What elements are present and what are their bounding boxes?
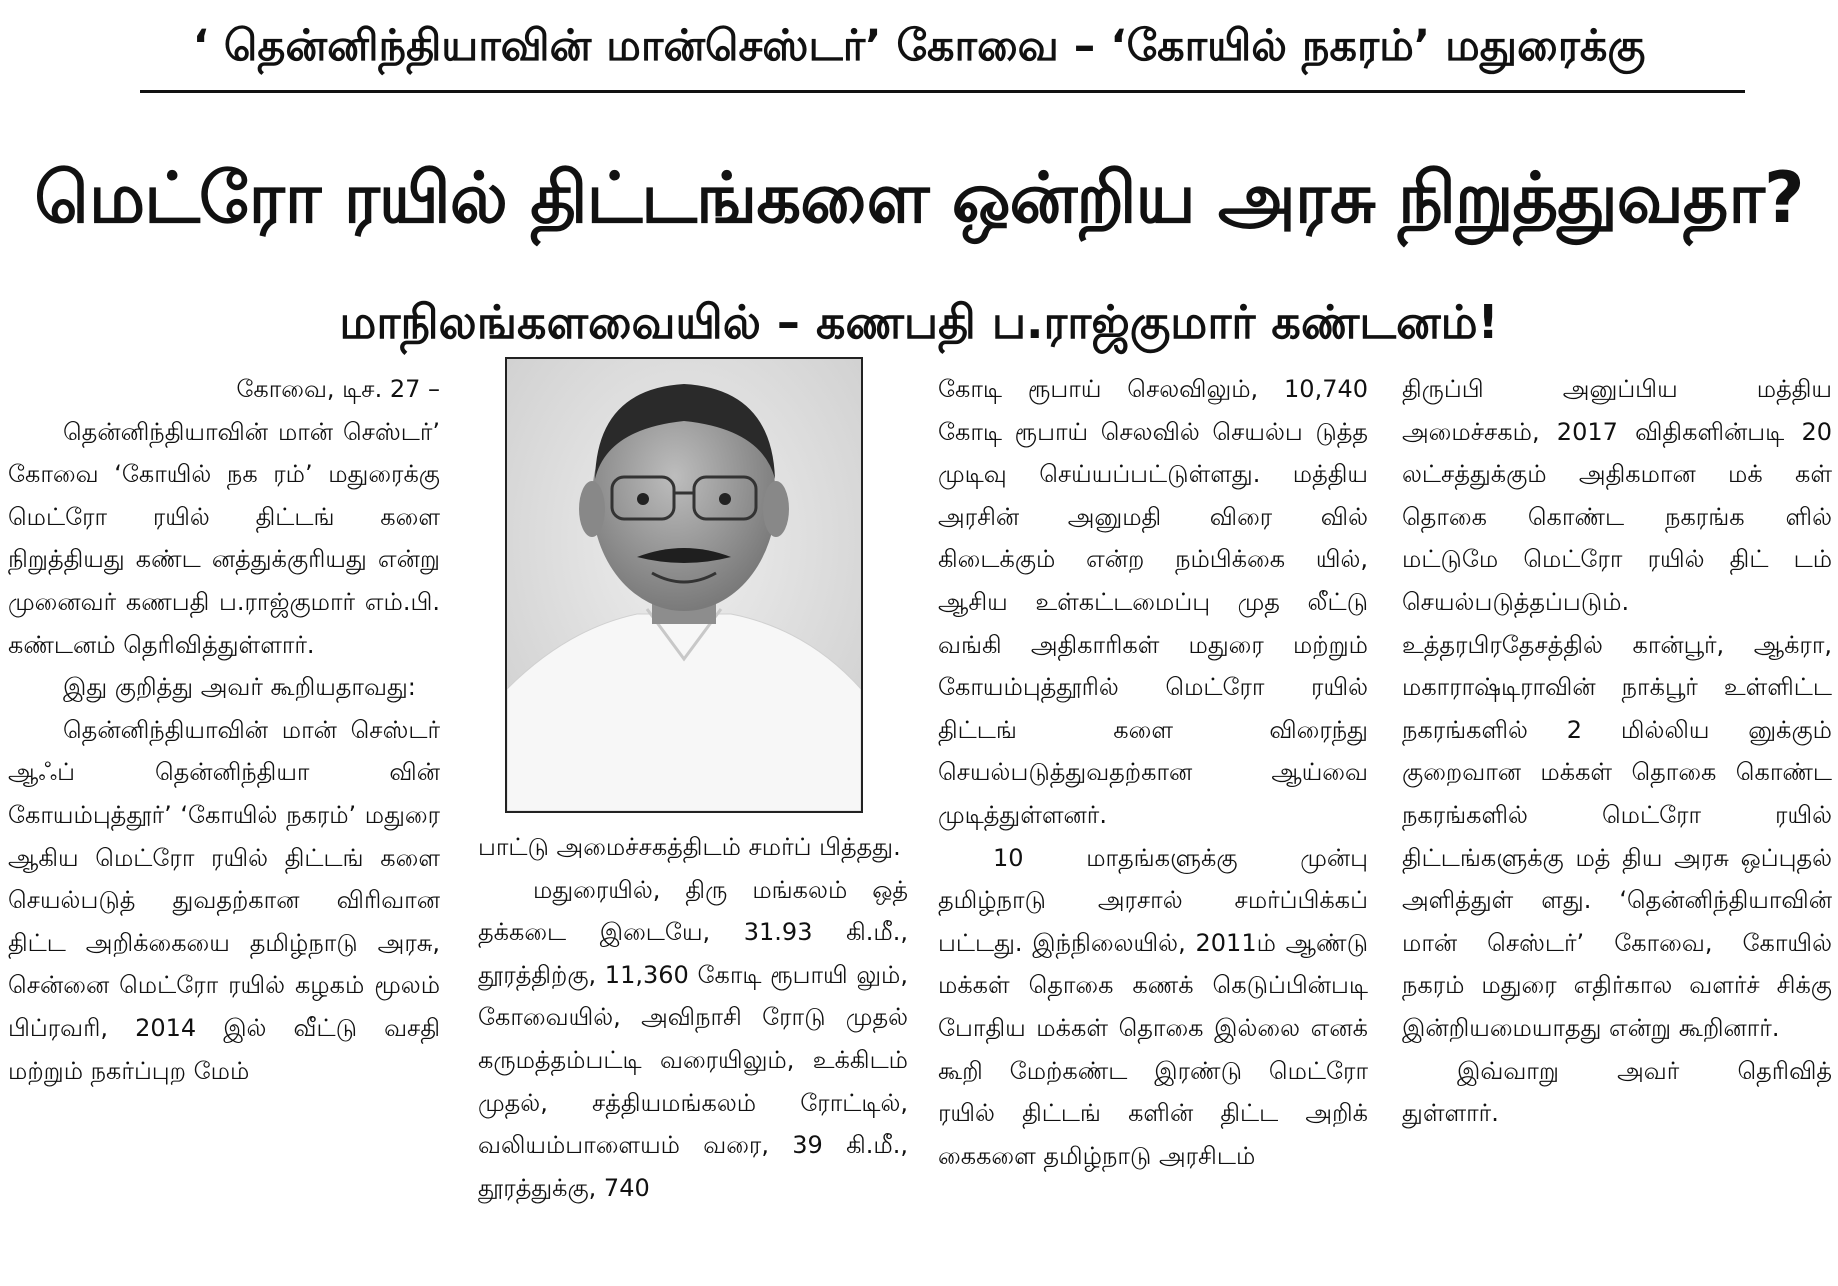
paragraph: பாட்டு அமைச்சகத்திடம் சமர்ப் பித்தது. [478, 833, 901, 861]
paragraph: இவ்வாறு அவர் தெரிவித் துள்ளார். [1402, 1056, 1832, 1128]
article-column-4 [1402, 368, 1832, 1135]
article-column-1 [8, 368, 440, 1092]
paragraph: இது குறித்து அவர் கூறியதாவது: [63, 673, 416, 702]
dateline: கோவை, டிச. 27 – [236, 375, 440, 403]
paragraph: தென்னிந்தியாவின் மான் செஸ்டர்’ கோவை ‘கோயில் நக ரம்’ மதுரைக்கு மெட்ரோ ரயில் திட்டங் களை நிறுத்தியது கண்ட னத்துக்குரியது என்று முனைவர் கணபதி ப.ராஜ்குமார் எம்.பி. கண்டனம் தெரிவித்துள்ளார். [8, 417, 440, 659]
portrait-illustration [507, 359, 861, 811]
portrait-photo [505, 357, 863, 813]
paragraph: திருப்பி அனுப்பிய மத்திய அமைச்சகம், 2017 விதிகளின்படி 20 லட்சத்துக்கும் அதிகமான மக் கள் தொகை கொண்ட நகரங்க ளில் மட்டுமே மெட்ரோ ரயில் திட் டம் செயல்படுத்தப்படும். உத்தரபிரதேசத்தில் கான்பூர், ஆக்ரா, மகாராஷ்டிராவின் நாக்பூர் உள்ளிட்ட நகரங்களில் 2 மில்லிய னுக்கும் குறைவான மக்கள் தொகை கொண்ட நகரங்களில் மெட்ரோ ரயில் திட்டங்களுக்கு மத் திய அரசு ஒப்புதல் அளித்துள் ளது. ‘தென்னிந்தியாவின் மான் செஸ்டர்’ கோவை, கோயில் நகரம் மதுரை எதிர்கால வளர்ச் சிக்கு இன்றியமையாதது என்று கூறினார். [1402, 375, 1832, 1042]
subheadline: மாநிலங்களவையில் – கணபதி ப.ராஜ்குமார் கண்டனம்! [339, 295, 1499, 349]
paragraph: மதுரையில், திரு மங்கலம் ஒத் தக்கடை இடையே, 31.93 கி.மீ., தூரத்திற்கு, 11,360 கோடி ரூபாயி லும், கோவையில், அவிநாசி ரோடு முதல் கருமத்தம்பட்டி வரையிலும், உக்கிடம் முதல், சத்தியமங்கலம் ரோட்டில், வலியம்பாளையம் வரை, 39 கி.மீ., தூரத்துக்கு, 740 [478, 875, 908, 1202]
kicker-line: ‘ தென்னிந்தியாவின் மான்செஸ்டர்’ கோவை – ‘கோயில் நகரம்’ மதுரைக்கு [192, 21, 1646, 71]
article-column-3 [938, 368, 1368, 1177]
paragraph: தென்னிந்தியாவின் மான் செஸ்டர் ஆஃப் தென்னிந்தியா வின் கோயம்புத்தூர்’ ‘கோயில் நகரம்’ மதுரை ஆகிய மெட்ரோ ரயில் திட்டங் களை செயல்படுத் துவதற்கான விரிவான திட்ட அறிக்கையை தமிழ்நாடு அரசு, சென்னை மெட்ரோ ரயில் கழகம் மூலம் பிப்ரவரி, 2014 இல் வீட்டு வசதி மற்றும் நகர்ப்புற மேம் [8, 715, 440, 1085]
paragraph: கோடி ரூபாய் செலவிலும், 10,740 கோடி ரூபாய் செலவில் செயல்ப டுத்த முடிவு செய்யப்பட்டுள்ளது. மத்திய அரசின் அனுமதி விரை வில் கிடைக்கும் என்ற நம்பிக்கை யில், ஆசிய உள்கட்டமைப்பு முத லீட்டு வங்கி அதிகாரிகள் மதுரை மற்றும் கோயம்புத்தூரில் மெட்ரோ ரயில் திட்டங் களை விரைந்து செயல்படுத்துவதற்கான ஆய்வை முடித்துள்ளனர். [938, 375, 1368, 829]
paragraph: 10 மாதங்களுக்கு முன்பு தமிழ்நாடு அரசால் சமர்ப்பிக்கப் பட்டது. இந்நிலையில், 2011ம் ஆண்டு மக்கள் தொகை கணக் கெடுப்பின்படி போதிய மக்கள் தொகை இல்லை எனக் கூறி மேற்கண்ட இரண்டு மெட்ரோ ரயில் திட்டங் களின் திட்ட அறிக் கைகளை தமிழ்நாடு அரசிடம் [938, 843, 1368, 1170]
article-column-2 [478, 826, 908, 1209]
kicker-rule [140, 90, 1745, 93]
headline: மெட்ரோ ரயில் திட்டங்களை ஒன்றிய அரசு நிறுத்துவதா? [34, 157, 1804, 239]
